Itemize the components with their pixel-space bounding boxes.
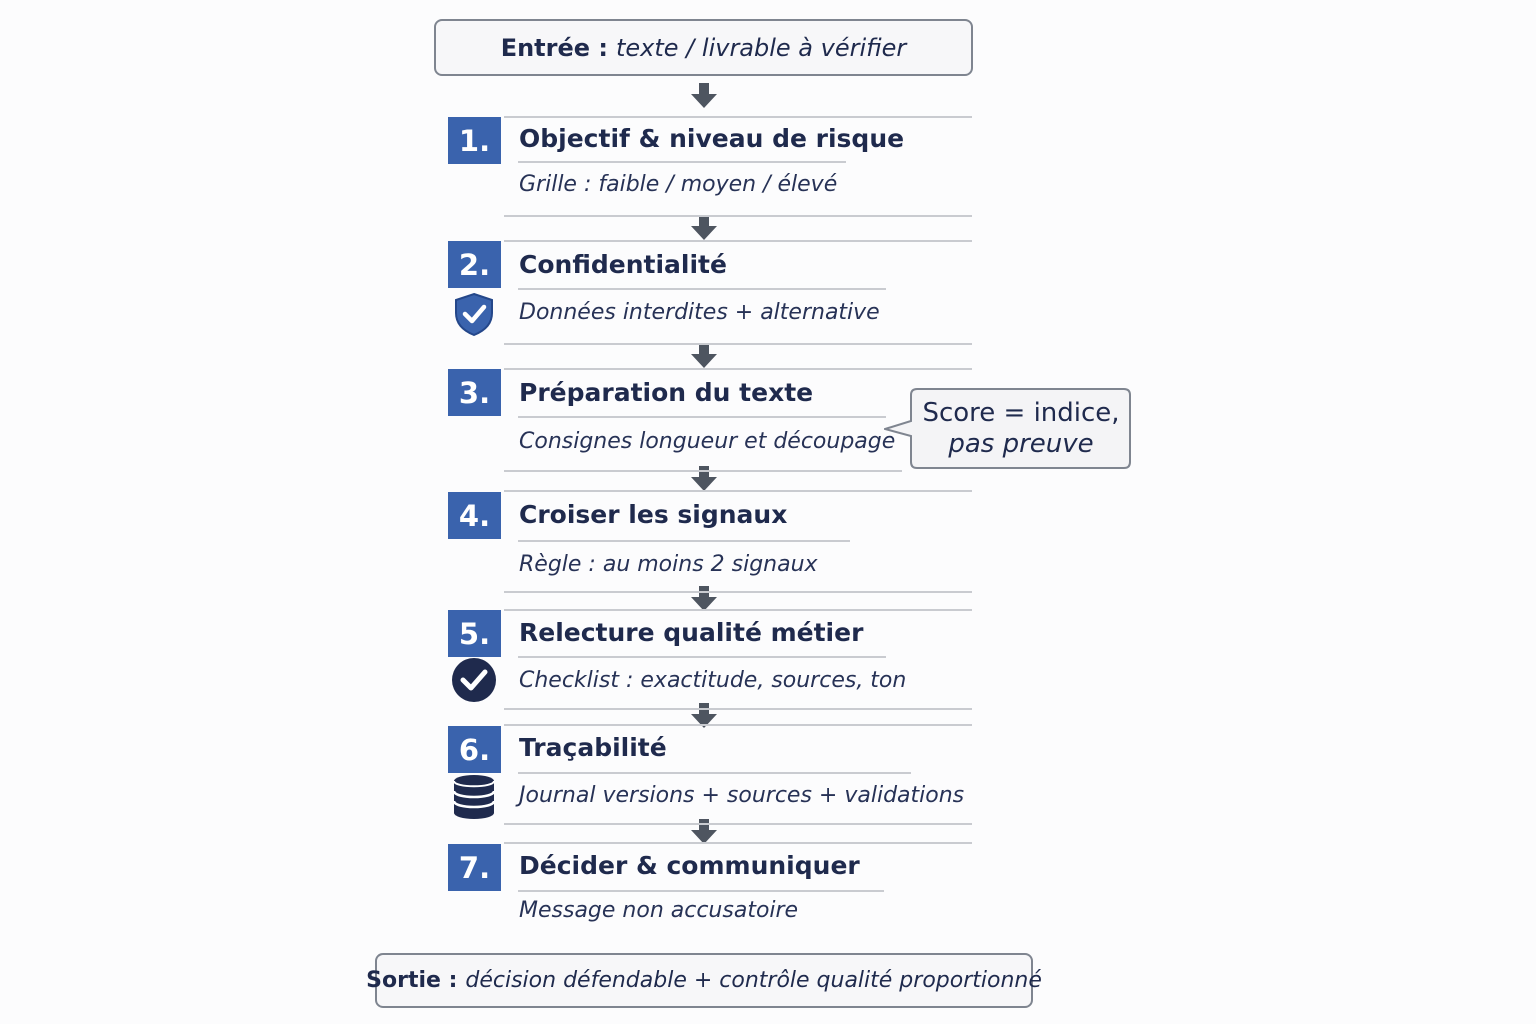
- step-title: Croiser les signaux: [519, 500, 788, 529]
- step-divider: [504, 240, 972, 242]
- step-title-underline: [518, 288, 886, 290]
- step-title: Confidentialité: [519, 250, 727, 279]
- step-title-underline: [518, 416, 886, 418]
- step-title: Décider & communiquer: [519, 851, 860, 880]
- step-number-badge: 2.: [448, 241, 501, 288]
- step-title: Relecture qualité métier: [519, 618, 864, 647]
- arrow-down-icon: [690, 343, 718, 369]
- step-number-badge: 5.: [448, 610, 501, 657]
- step-divider: [504, 724, 972, 726]
- step-number-badge: 3.: [448, 369, 501, 416]
- step-divider: [504, 842, 972, 844]
- step-divider: [504, 215, 972, 217]
- step-title-underline: [518, 540, 850, 542]
- step-divider: [504, 368, 972, 370]
- output-value: décision défendable + contrôle qualité proportionné: [465, 968, 1042, 993]
- output-label: Sortie :: [366, 968, 458, 993]
- step-divider: [504, 470, 902, 472]
- step-title-underline: [518, 890, 884, 892]
- callout-bubble: [884, 388, 1132, 470]
- input-box: [434, 19, 973, 76]
- step-subtitle: Grille : faible / moyen / élevé: [519, 172, 838, 197]
- output-box: [366, 953, 1042, 1008]
- shield-check-icon: [451, 291, 497, 337]
- step-number-badge: 4.: [448, 492, 501, 539]
- arrow-down-icon: [690, 83, 718, 109]
- step-divider: [504, 609, 972, 611]
- step-subtitle: Checklist : exactitude, sources, ton: [519, 668, 907, 693]
- step-subtitle: Règle : au moins 2 signaux: [519, 552, 818, 577]
- step-divider: [504, 490, 972, 492]
- step-number-badge: 7.: [448, 844, 501, 891]
- input-value: texte / livrable à vérifier: [616, 33, 907, 62]
- step-subtitle: Journal versions + sources + validations: [519, 783, 965, 808]
- step-title: Objectif & niveau de risque: [519, 124, 905, 153]
- step-subtitle: Consignes longueur et découpage: [519, 429, 896, 454]
- step-number-badge: 1.: [448, 117, 501, 164]
- arrow-down-icon: [690, 215, 718, 241]
- step-title-underline: [518, 772, 911, 774]
- step-divider: [504, 823, 972, 825]
- step-title: Traçabilité: [519, 733, 667, 762]
- database-icon: [451, 773, 497, 819]
- step-divider: [504, 708, 972, 710]
- callout-line-2: pas preuve: [948, 429, 1094, 459]
- callout-line-1: Score = indice,: [922, 398, 1120, 428]
- step-number-badge: 6.: [448, 726, 501, 773]
- step-divider: [504, 343, 972, 345]
- input-label: Entrée :: [500, 33, 608, 62]
- check-circle-icon: [451, 657, 497, 703]
- step-divider: [504, 116, 972, 118]
- step-title: Préparation du texte: [519, 378, 814, 407]
- step-title-underline: [518, 161, 846, 163]
- step-subtitle: Message non accusatoire: [519, 898, 799, 923]
- step-subtitle: Données interdites + alternative: [519, 300, 880, 325]
- step-title-underline: [518, 656, 886, 658]
- step-divider: [504, 591, 972, 593]
